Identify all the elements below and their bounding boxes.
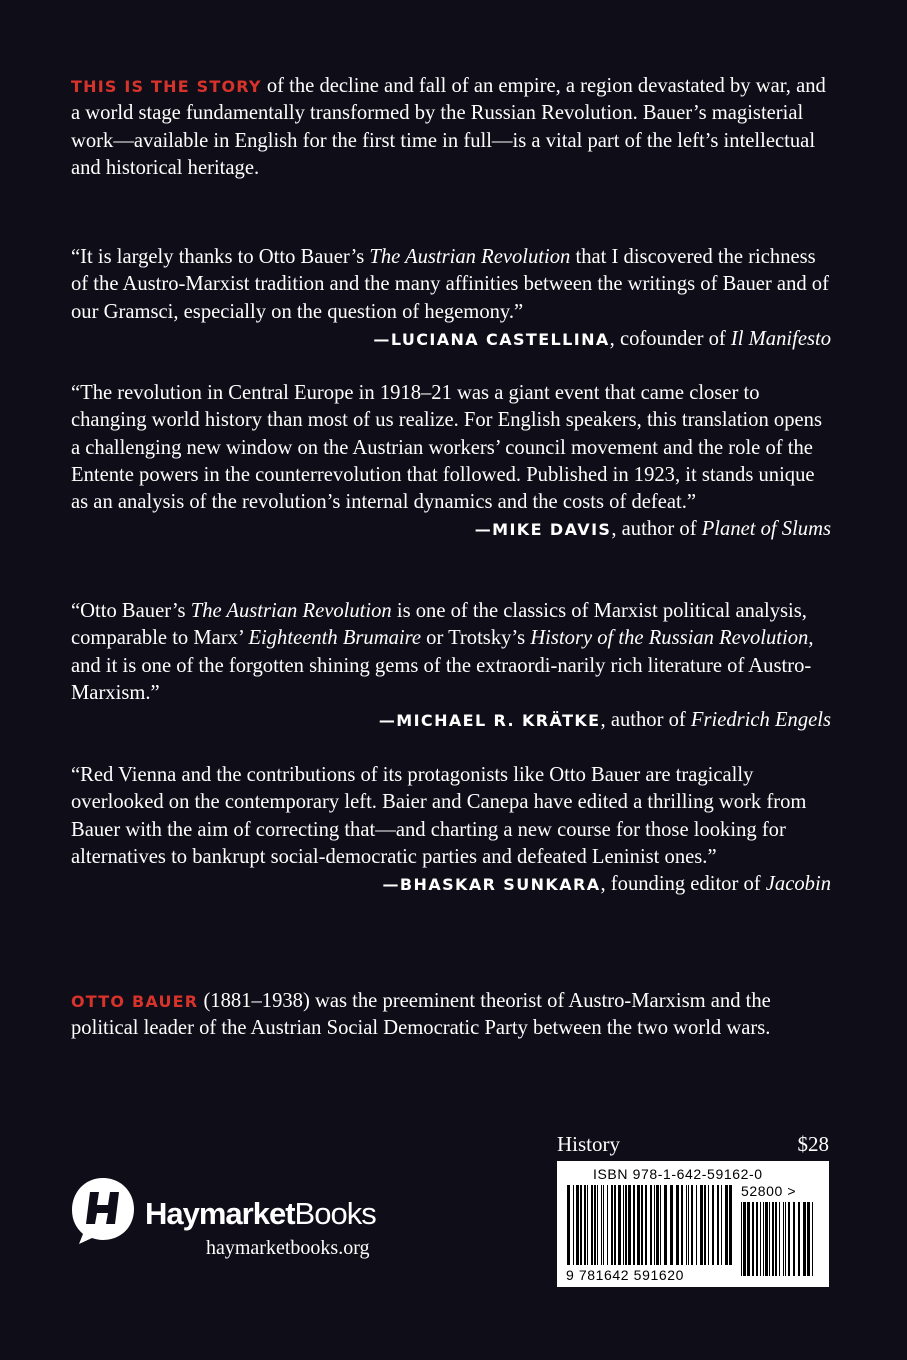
barcode-bar	[618, 1185, 621, 1265]
barcode-bar	[788, 1202, 790, 1276]
attribution-name: —MICHAEL R. KRÄTKE	[378, 711, 601, 731]
barcode-bar	[607, 1185, 608, 1265]
quote-text: “Red Vienna and the contributions of its protagonists like Otto Bauer are tragically overlooked on the contemporary left. Baier and Canepa have edited a thrilling work from Bauer with the aim of correcting that—and charting a new course for those looking for alternatives to bankrupt social-democratic parties and defeated Leninist ones.”	[71, 764, 807, 868]
quote-text: “The revolution in Central Europe in 1918–21 was a giant event that came closer to changing world history than most of us realize. For English speakers, this translation opens a challenging new window on the Austrian workers’ council movement and the role of the Entente powers in the counterrevolution that followed. Published in 1923, it stands unique as an analysis of the revolution’s internal dynamics and the costs of defeat.”	[71, 382, 822, 514]
quote-castellina	[71, 244, 831, 353]
barcode-bar	[708, 1185, 709, 1265]
quote-attribution: —BHASKAR SUNKARA, founding editor of Jacobin	[382, 873, 831, 896]
barcode-bar	[611, 1185, 613, 1265]
author-bio	[71, 988, 831, 1043]
barcode-bar	[752, 1202, 754, 1276]
barcode-digits: 9 781642 591620	[566, 1267, 684, 1283]
barcode-bar	[721, 1185, 722, 1265]
barcode-bar	[717, 1185, 719, 1265]
barcode-bar	[712, 1185, 714, 1265]
category-label: History	[557, 1132, 620, 1156]
barcode-bar	[769, 1202, 770, 1276]
barcode-bar	[700, 1185, 703, 1265]
intro-text: of the decline and fall of an empire, a region devastated by war, and a world stage fundamentally transformed by the Russian Revolution. Bauer’s magisterial work—available in English for the first time in full—is a vital part of the left’s intellectual and historical heritage.	[71, 75, 826, 179]
isbn-barcode	[557, 1161, 829, 1287]
barcode-bar	[681, 1185, 683, 1265]
barcode-bar	[765, 1202, 768, 1276]
isbn-number: ISBN 978-1-642-59162-0	[593, 1166, 763, 1182]
barcode-bar	[783, 1202, 784, 1276]
barcode-bar	[614, 1185, 616, 1265]
barcode-bar	[594, 1185, 596, 1265]
barcode-bar	[660, 1185, 661, 1265]
barcode-bar	[729, 1185, 732, 1265]
barcode-bar	[601, 1185, 602, 1265]
barcode-bar	[772, 1202, 774, 1276]
barcode-bar	[763, 1202, 764, 1276]
quote-kratke	[71, 598, 831, 734]
barcode-bar	[688, 1185, 689, 1265]
barcode-bar	[807, 1202, 810, 1276]
barcode-bar	[584, 1185, 586, 1265]
barcode-bar	[664, 1185, 667, 1265]
author-bio-text: (1881–1938) was the preeminent theorist of Austro-Marxism and the political leader of the Austrian Social Democratic Party between the two world wars.	[71, 990, 771, 1040]
barcode-bar	[793, 1202, 795, 1276]
addon-price-code: 52800 >	[741, 1183, 797, 1199]
barcode-bar	[725, 1185, 728, 1265]
barcode-bar	[633, 1185, 635, 1265]
barcode-bar	[779, 1202, 780, 1276]
barcode-bar	[567, 1185, 570, 1265]
author-bio-lead: OTTO BAUER	[71, 992, 199, 1011]
barcode-bar	[623, 1185, 624, 1265]
barcode-bar	[645, 1185, 647, 1265]
barcode-bar	[785, 1202, 786, 1276]
barcode-bar	[743, 1202, 746, 1276]
quote-attribution: —MICHAEL R. KRÄTKE, author of Friedrich Engels	[378, 709, 831, 732]
barcode-bar	[587, 1185, 588, 1265]
publisher-name: HaymarketBooks	[145, 1196, 376, 1231]
barcode-bar	[628, 1185, 631, 1265]
barcode-bar	[686, 1185, 687, 1265]
barcode-bar	[576, 1185, 579, 1265]
barcode-bar	[650, 1185, 652, 1265]
barcode-bar	[691, 1185, 693, 1265]
quote-davis	[71, 380, 831, 544]
barcode-bar	[760, 1202, 761, 1276]
quote-text: “Otto Bauer’s The Austrian Revolution is one of the classics of Marxist political analysis, comparable to Marx’ Eighteenth Brumaire or Trotsky’s History of the Russian Revolution, and it is one of the forgotten shining gems of the extraordi-narily rich literature of Austro-Marxism.”	[71, 600, 814, 704]
attribution-name: —BHASKAR SUNKARA	[382, 875, 601, 895]
barcode-bar	[803, 1202, 806, 1276]
barcode-bar	[591, 1185, 593, 1265]
barcode-bar	[603, 1185, 604, 1265]
barcode-bar	[637, 1185, 640, 1265]
quote-sunkara	[71, 762, 831, 898]
attribution-name: —MIKE DAVIS	[474, 520, 612, 540]
barcode-bar	[573, 1185, 574, 1265]
barcode-bar	[741, 1202, 742, 1276]
haymarket-logo-icon	[70, 1176, 136, 1246]
quote-attribution: —MIKE DAVIS, author of Planet of Slums	[474, 518, 831, 541]
barcode-bar	[670, 1185, 673, 1265]
barcode-bars	[567, 1185, 733, 1265]
price-label: $28	[797, 1132, 829, 1156]
barcode-bar	[756, 1202, 758, 1276]
barcode-bar	[812, 1202, 813, 1276]
barcode-bar	[696, 1185, 697, 1265]
category-price-row	[557, 1132, 829, 1157]
intro-paragraph	[71, 73, 831, 182]
barcode-bar	[747, 1202, 750, 1276]
publisher-url: haymarketbooks.org	[206, 1237, 370, 1259]
barcode-bar	[775, 1202, 777, 1276]
barcode-bar	[625, 1185, 627, 1265]
barcode-bar	[798, 1202, 800, 1276]
attribution-name: —LUCIANA CASTELLINA	[373, 329, 610, 349]
quote-text: “It is largely thanks to Otto Bauer’s The Austrian Revolution that I discovered the richness of the Austro-Marxist tradition and the many affinities between the writings of Bauer and of our Gramsci, especially on the question of hegemony.”	[71, 246, 829, 323]
barcode-bar	[704, 1185, 706, 1265]
addon-barcode-bars	[741, 1202, 817, 1276]
quote-attribution: —LUCIANA CASTELLINA, cofounder of Il Manifesto	[373, 327, 831, 350]
barcode-bar	[641, 1185, 643, 1265]
barcode-bar	[654, 1185, 655, 1265]
barcode-bar	[676, 1185, 679, 1265]
barcode-bar	[580, 1185, 582, 1265]
intro-lead: THIS IS THE STORY	[71, 77, 262, 96]
barcode-bar	[656, 1185, 659, 1265]
barcode-bar	[597, 1185, 598, 1265]
